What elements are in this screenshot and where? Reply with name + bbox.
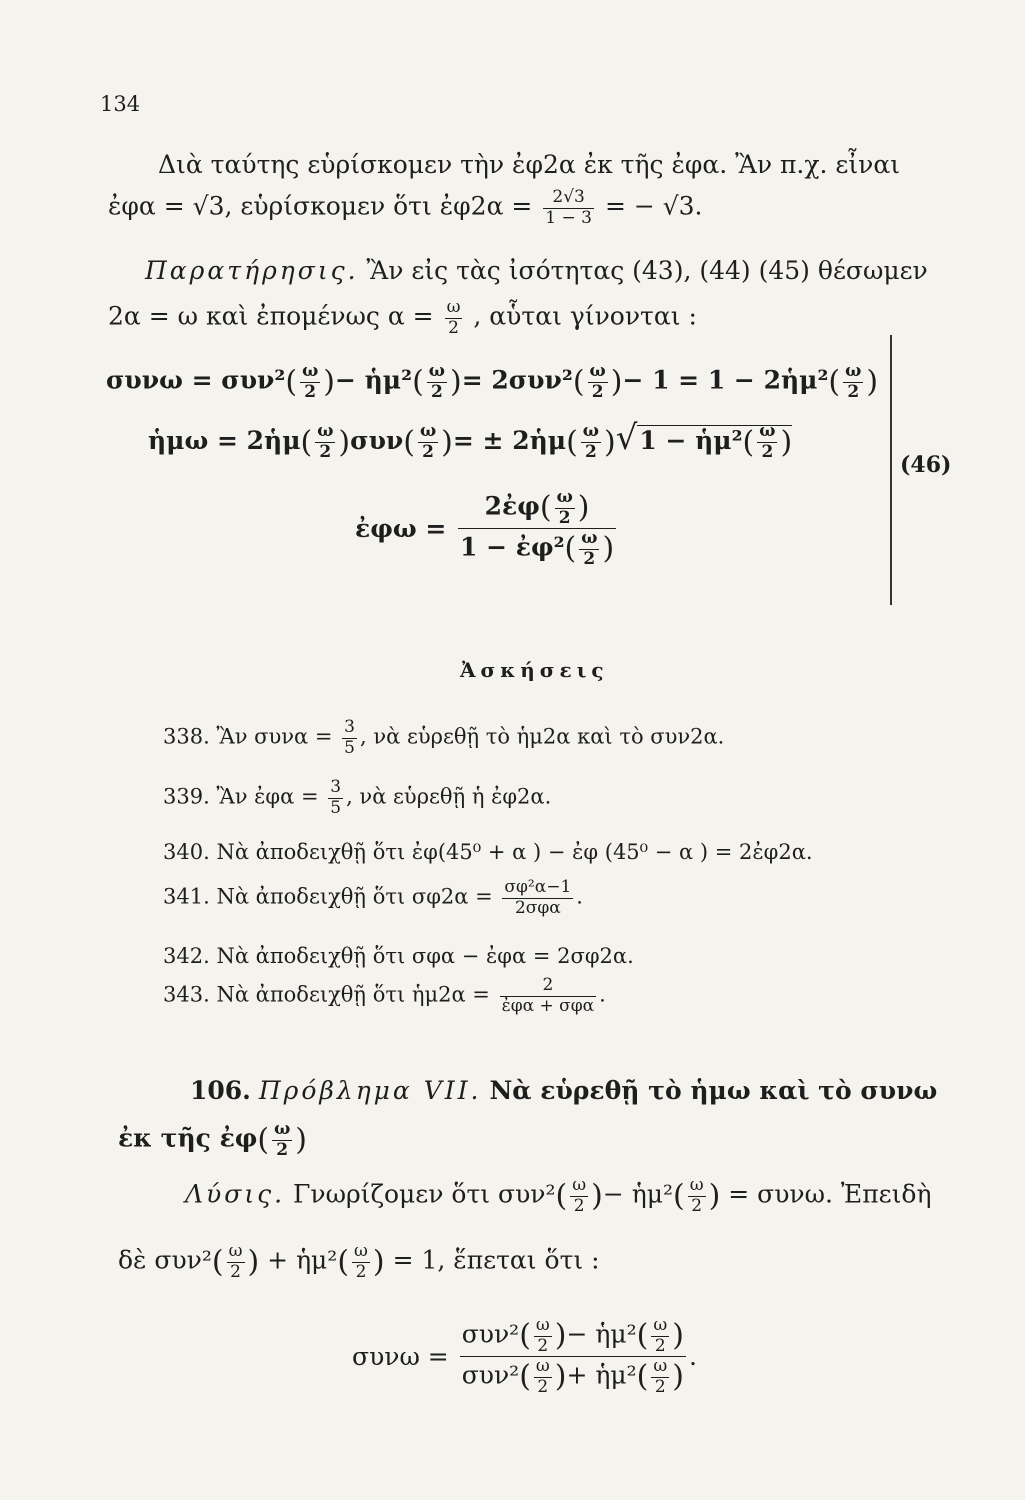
problem-title: 106. Πρόβλημα VII. Νὰ εὑρεθῇ τὸ ἡμω καὶ τὸ συνω (190, 1076, 938, 1105)
remark-line-1 (145, 256, 928, 285)
exercise-341: 341. Νὰ ἀποδειχθῇ ὅτι σφ2α = $\frac{\text{σφ²α−1}}{\text{2σφα}}$ . (163, 877, 583, 918)
solution-line-2: δὲ συν²( $\frac{\omega}{2}$ ) + ἡμ²( $\frac{\omega}{2}$ ) = 1, ἕπεται ὅτι : (118, 1241, 600, 1282)
equation-brace (882, 335, 892, 605)
intro-line-2-text: ἐφα = √3, εὑρίσκομεν ὅτι ἐφ2α = (108, 191, 533, 221)
problem-title-line-2: ἐκ τῆς ἐφ( $\frac{\omega}{2}$ ) (118, 1119, 308, 1160)
exercise-343: 343. Νὰ ἀποδειχθῇ ὅτι ἡμ2α = $\frac{2}{\text{ἐφα + σφα}}$ . (163, 975, 606, 1016)
exercise-339: 339. Ἂν ἐφα = $\frac{3}{5}$ , νὰ εὑρεθῇ ἡ ἐφ2α. (163, 777, 552, 818)
remark-text: Ἂν εἰς τὰς ἰσότητας (43), (44) (45) θέσωμεν (366, 256, 928, 285)
equation-number: (46) (900, 452, 952, 478)
fraction: $\frac{\omega}{2}$ (446, 297, 461, 338)
intro-line-2 (108, 188, 703, 228)
exercises-heading: Ἀσκήσεις (460, 658, 609, 682)
fraction: $\frac{2√3}{1 - 3}$ (545, 187, 592, 228)
remark-line-2-text: 2α = ω καὶ ἐπομένως α = (108, 301, 434, 331)
exercise-338: 338. Ἂν συνα = $\frac{3}{5}$ , νὰ εὑρεθῇ τὸ ἡμ2α καὶ τὸ συν2α. (163, 717, 725, 758)
final-equation: συνω = συν²( $\frac{\omega}{2}$ )− ἡμ²( $\frac{\omega}{2}$ ) συν²( $\frac{\omega}{2}$ )+ ἡμ²( $\frac{\omega}{2}$ ) . (352, 1315, 697, 1397)
exercise-340: 340. Νὰ ἀποδειχθῇ ὅτι ἐφ(45⁰ + α ) − ἐφ (45⁰ − α ) = 2ἐφ2α. (163, 840, 813, 864)
remark-line-2-end: , αὗται γίνονται : (473, 301, 697, 331)
equation-tan: ἐφω = 2ἐφ( $\frac{\omega}{2}$ ) 1 − ἐφ²( $\frac{\omega}{2}$ ) (355, 487, 615, 569)
solution-line-1: Λύσις. Γνωρίζομεν ὅτι συν²( $\frac{\omega}{2}$ )− ἡμ²( $\frac{\omega}{2}$ ) = συνω. Ἐπειδὴ (185, 1175, 932, 1216)
exercise-342: 342. Νὰ ἀποδειχθῇ ὅτι σφα − ἐφα = 2σφ2α. (163, 944, 634, 968)
remark-label: Παρατήρησις. (145, 256, 359, 285)
remark-line-2 (108, 298, 697, 338)
page-number: 134 (100, 92, 141, 116)
equation-cos: συνω = συν²( $\frac{\omega}{2}$ )− ἡμ²( $\frac{\omega}{2}$ )= 2συν²( $\frac{\omega}{2}$ )− 1 = 1 − 2ἡμ²( $\frac{\omega}{2}$ ) (106, 361, 879, 402)
intro-line-2-result: = − √3. (604, 191, 703, 221)
intro-line-1: Διὰ ταύτης εὑρίσκομεν τὴν ἐφ2α ἐκ τῆς ἐφα. Ἂν π.χ. εἶναι (158, 150, 901, 179)
equation-sin: ἡμω = 2ἡμ( $\frac{\omega}{2}$ )συν( $\frac{\omega}{2}$ )= ± 2ἡμ( $\frac{\omega}{2}$ )√1 − ἡμ²( $\frac{\omega}{2}$ ) (148, 418, 793, 462)
